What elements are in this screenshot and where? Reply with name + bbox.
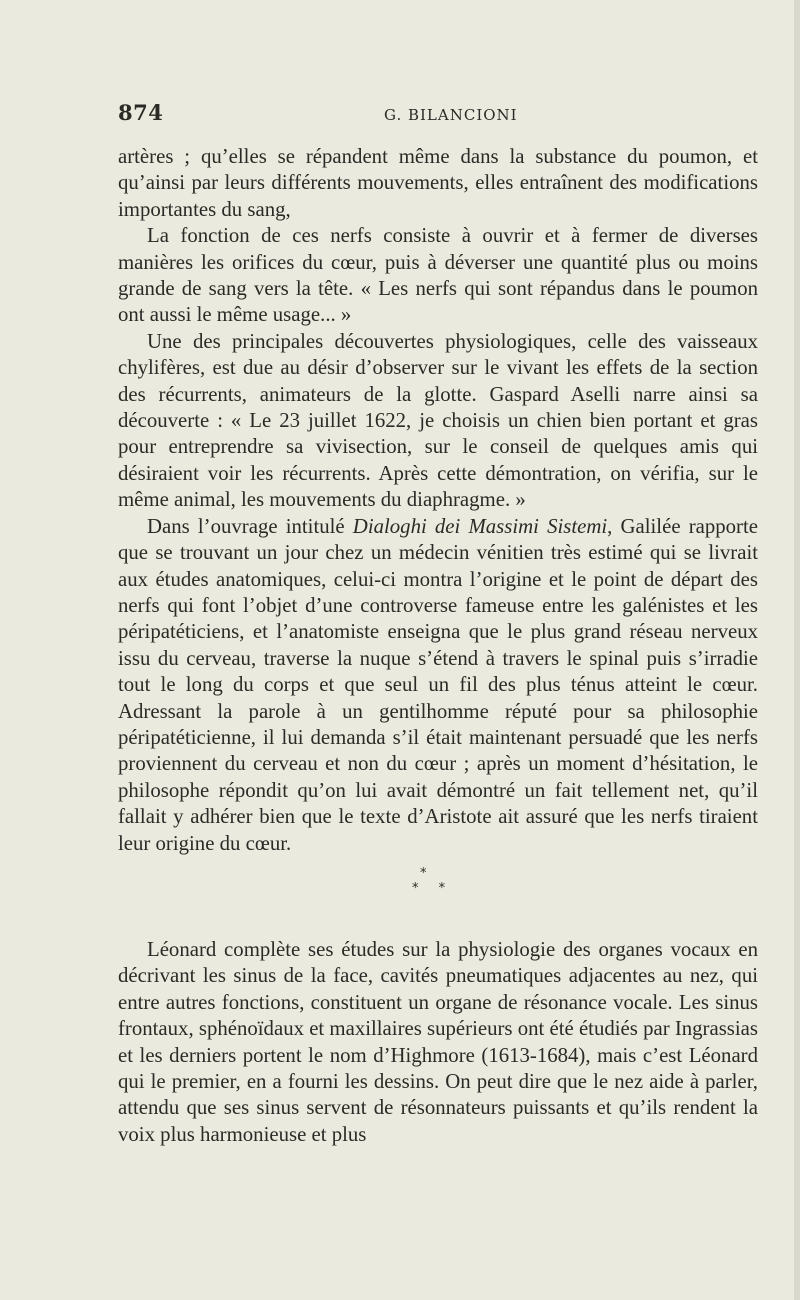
paragraph-galilee-lead: Dans l’ouvrage intitulé: [147, 514, 353, 538]
separator-stars-bottom: * *: [412, 880, 454, 896]
body-text: [118, 144, 758, 1148]
paragraph-nerves-function: La fonction de ces nerfs consiste à ouvrir et à fermer de diverses manières les orifices du cœur, puis à déverser une quantité plus ou moins grande de sang vers la tête. « Les nerfs qui sont répandus dans le poumon ont aussi le même usage... »: [118, 224, 758, 327]
paragraph-continued: artères ; qu’elles se répandent même dans la substance du poumon, et qu’ainsi par leurs différents mouvements, elles entraînent des modifications importantes du sang,: [118, 145, 758, 221]
page-edge-shadow: [794, 0, 800, 1300]
book-title-italic: Dialoghi dei Massimi Sistemi: [352, 514, 608, 538]
page-number: 874: [118, 100, 164, 125]
paragraph-galilee-rest: , Galilée rapporte que se trouvant un jour chez un médecin vénitien très estimé qui se livrait aux études anatomiques, celui-ci montra l’origine et le point de départ des nerfs qui font l’objet d’une controverse fameuse entre les galénistes et les péripatéticiens, et l’anatomiste enseigna que le plus grand réseau nerveux issu du cerveau, traverse la nuque s’étend à travers le spinal puis s’irradie tout le long du corps et que seul un fil des plus ténus atteint le cœur. Adressant la parole à un gentilhomme réputé pour sa philosophie péripatéticienne, il lui demanda s’il était maintenant persuadé que les nerfs proviennent du cerveau et non du cœur ; après un moment d’hésitation, le philosophe répondit qu’on lui avait démontré un fait tellement net, qu’il fallait y adhérer bien que le texte d’Aristote ait assuré que les nerfs tiraient leur origine du cœur.: [118, 514, 758, 855]
page-header: [118, 100, 758, 130]
paragraph-leonard-sinus: Léonard complète ses études sur la physiologie des organes vocaux en décrivant les sinus de la face, cavités pneumatiques adjacentes au nez, qui entre autres fonctions, constituent un organe de résonance vocale. Les sinus frontaux, sphénoïdaux et maxillaires supérieurs ont été étudiés par Ingrassias et les derniers portent le nom d’Highmore (1613-1684), mais c’est Léonard qui le premier, en a fourni les dessins. On peut dire que le nez aide à parler, attendu que ses sinus servent de résonnateurs puissants et qu’ils rendent la voix plus harmonieuse et plus: [118, 937, 758, 1146]
paragraph-galilee: [118, 514, 758, 857]
section-separator: [118, 857, 758, 937]
separator-star-top: *: [420, 865, 427, 881]
running-head: G. BILANCIONI: [384, 106, 518, 124]
paragraph-aselli-discovery: Une des principales découvertes physiologiques, celle des vaisseaux chylifères, est due au désir d’observer sur le vivant les effets de la section des récurrents, animateurs de la glotte. Gaspard Aselli narre ainsi sa découverte : « Le 23 juillet 1622, je choisis un chien bien portant et gras pour entreprendre sa vivisection, sur le conseil de quelques amis qui désiraient voir les récurrents. Après cette démontration, on vérifia, sur le même animal, les mouvements du diaphragme. »: [118, 329, 758, 512]
